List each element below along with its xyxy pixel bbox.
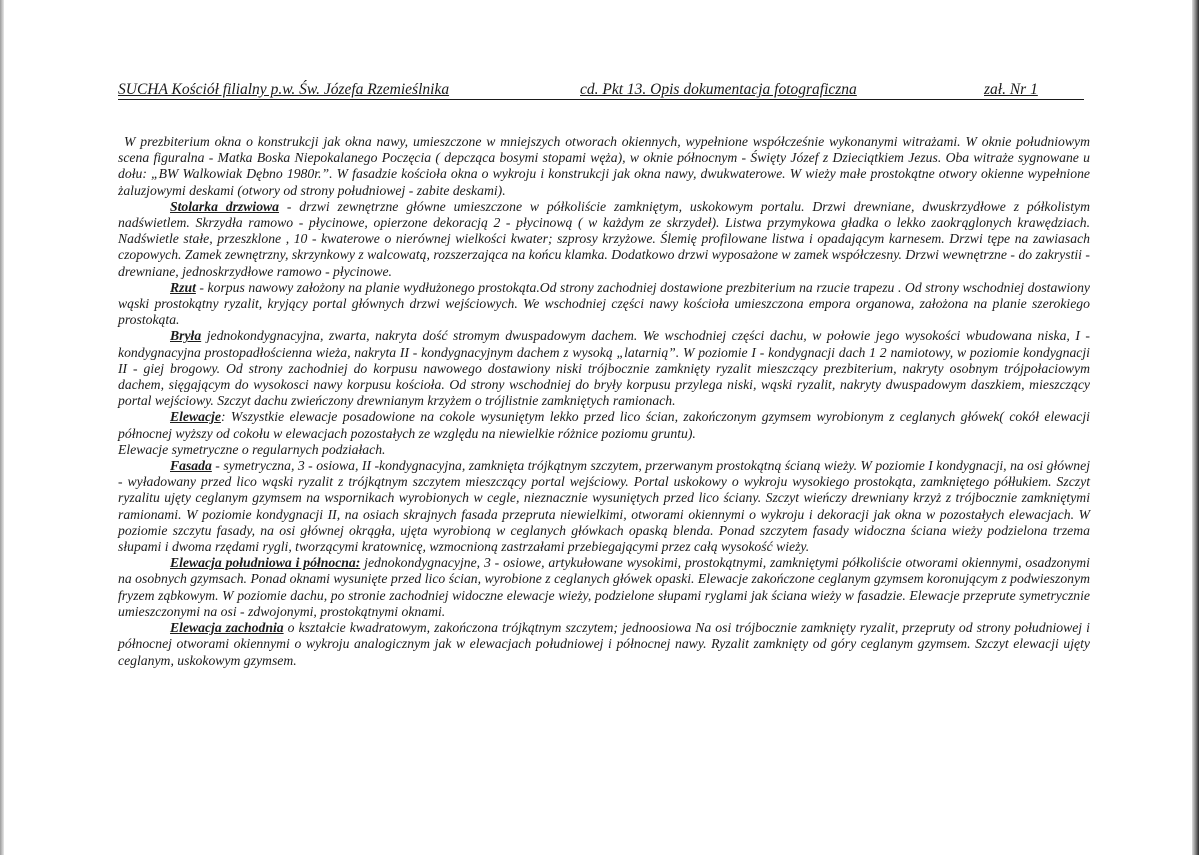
paragraph-text: W prezbiterium okna o konstrukcji jak okna nawy, umieszczone w mniejszych otworach okiennych, wypełnione współcześnie wykonanymi witrażami. W oknie południowym scena figuralna - Matka Boska Niepokalanego Poczęcia ( depcząca bosymi stopami węża), w oknie północnym - Święty Józef z Dzieciątkiem Jezus. Oba witraże sygnowane u dołu: „BW Walkowiak Dębno 1980r.”. W fasadzie kościoła okna o wykroju i konstrukcji jak okna nawy, dwukwaterowe. W wieży małe prostokątne otwory okienne wypełnione żaluzjowymi deskami (otwory od strony południowej - zabite deskami). (118, 134, 1090, 198)
paragraph-fasada (118, 458, 1090, 555)
document-body (118, 134, 1090, 669)
paragraph-text: - symetryczna, 3 - osiowa, II -kondygnacyjna, zamknięta trójkątnym szczytem, przerwanym prostokątną ścianą wieży. W poziomie I kondygnacji, na osi głównej - wyładowany przed lico wąski ryzalit z trójkątnym szczytem mieszczący portal wejściowy. Portal uskokowy o wykroju wysokiego prostokąta, zamkniętego półłukiem. Szczyt ryzalitu ujęty ceglanym gzymsem na wspornikach wyrobionych w cegle, nieznacznie wysuniętych przed lico ściany. Szczyt wieńczy drewniany krzyż z trójbocznie zamkniętymi ramionami. W poziomie kondygnacji II, na osiach skrajnych fasada przepruta niewielkimi, otworami okiennymi o wykroju i dekoracji jak okna w pozostałych elewacjach. W poziomie szczytu fasady, na osi głównej okrągła, ujęta wyrobioną w ceglanych główkach opaską blenda. Ponad szczytem fasady widoczna ściana wieży podzielona trzema słupami i dwoma rzędami rygli, tworzącymi kratownicę, wzmocnioną zastrzałami przebiegającymi przez całą wysokość wieży. (118, 458, 1090, 555)
paragraph-keyword: Stolarka drzwiowa (170, 198, 280, 214)
header-title: SUCHA Kościół filialny p.w. Św. Józefa Rzemieślnika (118, 81, 450, 98)
paragraph-prezbiterium-windows (118, 134, 1090, 199)
paragraph-elewacja-zachodnia (118, 620, 1090, 669)
paragraph-rzut (118, 280, 1090, 329)
paragraph-keyword: Rzut (170, 279, 196, 295)
paragraph-elewacja-poludniowa (118, 555, 1090, 620)
paragraph-text: jednokondygnacyjne, 3 - osiowe, artykułowane wysokimi, prostokątnymi, zamkniętymi półkoliście otworami okiennymi, osadzonymi na osobnych gzymsach. Ponad oknami wysunięte przed lico ścian, wyrobione z ceglanych główek opaski. Elewacje zakończone ceglanym gzymsem koronującym z podwieszonym fryzem ząbkowym. W poziomie dachu, po stronie zachodniej widoczne elewacje wieży, podzielone słupami ryglami jak ściana wieży w fasadzie. Elewacje przeprute symetrycznie umieszczonymi na osi - zdwojonymi, prostokątnymi oknami. (118, 555, 1090, 619)
paragraph-text: o kształcie kwadratowym, zakończona trójkątnym szczytem; jednoosiowa Na osi trójbocznie zamknięty ryzalit, przepruty od strony południowej i północnej otworami okiennymi o wykroju analogicznym jak w elewacjach południowej i północnej nawy. Ryzalit zamknięty od góry ceglanym gzymsem. Szczyt elewacji ujęty ceglanym, uskokowym gzymsem. (118, 620, 1090, 668)
paragraph-keyword: Elewacja zachodnia (170, 620, 284, 636)
paragraph-elewacje-symetryczne (118, 442, 1090, 458)
paragraph-text: Elewacje symetryczne o regularnych podziałach. (118, 441, 386, 457)
paragraph-keyword: Fasada (170, 458, 212, 474)
paragraph-elewacje (118, 409, 1090, 441)
paragraph-keyword: Elewacja południowa i północna: (170, 555, 361, 571)
paragraph-bryla (118, 328, 1090, 409)
paragraph-keyword: Elewacje (170, 409, 221, 425)
header-section: cd. Pkt 13. Opis dokumentacja fotograficzna (580, 81, 857, 98)
scan-edge-right (1192, 0, 1199, 855)
paragraph-keyword: Bryła (170, 328, 202, 344)
paragraph-text: - korpus nawowy założony na planie wydłużonego prostokąta.Od strony zachodniej dostawione prezbiterium na rzucie trapezu . Od strony wschodniej dostawiony wąski prostokątny ryzalit, kryjący portal głównych drzwi wejściowych. We wschodniej części nawy kościoła umieszczona empora organowa, założona na planie szerokiego prostokąta. (118, 279, 1090, 328)
paragraph-text: - drzwi zewnętrzne główne umieszczone w półkoliście zamkniętym, uskokowym portalu. Drzwi drewniane, dwuskrzydłowe z półkolistym nadświetlem. Skrzydła ramowo - płycinowe, opierzone dekoracją 2 - płycinową ( w każdym ze skrzydeł). Listwa przymykowa gładka o lekko zaokrąglonych krawędziach. Nadświetle stałe, przeszklone , 10 - kwaterowe o nierównej wielkości kwater; szprosy krzyżowe. Ślemię profilowane listwa i opadającym karnesem. Drzwi tępe na zawiasach czopowych. Zamek zewnętrzny, skrzynkowy z walcowatą, rozszerzająca na końcu klamka. Dodatkowo drzwi wyposażone w zamek współczesny. Drzwi wewnętrzne - do zakrystii - drewniane, jednoskrzydłowe ramowo - płycinowe. (118, 198, 1090, 279)
paragraph-text: : Wszystkie elewacje posadowione na cokole wysuniętym lekko przed lico ścian, zakończonym gzymsem wyrobionym z ceglanych główek( cokół elewacji północnej wyższy od cokołu w elewacjach pozostałych ze względu na niewielkie różnice poziomu gruntu). (118, 409, 1090, 441)
scan-edge-left (0, 0, 4, 855)
page-header (118, 81, 1084, 100)
paragraph-stolarka (118, 199, 1090, 280)
header-attachment: zał. Nr 1 (984, 81, 1038, 98)
paragraph-text: jednokondygnacyjna, zwarta, nakryta dość stromym dwuspadowym dachem. We wschodniej części dachu, w połowie jego wysokości wbudowana niska, I - kondygnacyjna prostopadłościenna wieża, nakryta II - kondygnacyjnym dachem z wysoką „latarnią”. W poziomie I - kondygnacji dach 1 2 namiotowy, w poziomie kondygnacji II - giej brogowy. Od strony zachodniej do korpusu nawowego dostawiony niski trójbocznie zamknięty ryzalit mieszczący prezbiterium, nakryty osobnym trójpołaciowym dachem, sięgającym do wysokosci nawy korpusu kościoła. Od strony wschodniej do bryły korpusu przylega niski, wąski ryzalit, nakryty dwuspadowym daszkiem, mieszczący portal wejściowy. Szczyt dachu zwieńczony drewnianym krzyżem o trójlistnie zamkniętych ramionach. (118, 328, 1090, 409)
